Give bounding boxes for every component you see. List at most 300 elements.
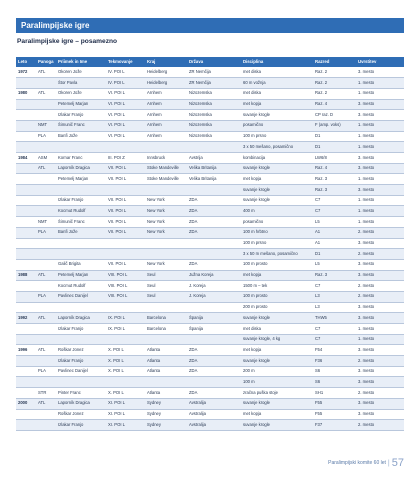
table-cell: New York [145,195,187,206]
table-cell: IX. POI L [106,313,145,324]
table-cell: suvanje krogle [241,110,313,121]
table-cell: 400 m [241,206,313,217]
table-cell: 3. mesto [356,398,404,409]
table-cell: Raz. 2 [313,67,356,78]
table-cell [16,185,36,196]
page-number: 57 [391,457,404,469]
table-cell: ZDA [187,217,241,228]
table-cell: Arnhem [145,131,187,142]
table-cell: 1. mesto [356,78,404,89]
table-header-row [16,57,404,67]
table-cell: L5 [313,217,356,228]
table-cell: ASM [36,153,56,164]
table-cell [56,185,106,196]
table-body [16,67,404,430]
table-cell: Pavlinec Danijel [56,291,106,302]
table-cell: 1988 [16,270,36,281]
table-row [16,366,404,377]
table-cell: ZR Nemčija [187,78,241,89]
table-cell: X. POI L [106,366,145,377]
table-cell: SH1 [313,388,356,399]
table-cell [106,377,145,388]
table-cell: 2000 [16,398,36,409]
table-cell: Izlakar Franjo [56,356,106,367]
table-cell: posamično [241,120,313,131]
table-cell: Izlakar Franjo [56,420,106,431]
column-header: Disciplina [241,57,313,67]
table-cell: Stoke Mandeville [145,174,187,185]
table-cell: A1 [313,227,356,238]
column-header: Leto [16,57,36,67]
table-cell: ATL [36,398,56,409]
table-cell: New York [145,227,187,238]
table-cell: Nizozemska [187,88,241,99]
table-cell: Petemelj Marjan [56,174,106,185]
table-cell: VIII. POI L [106,291,145,302]
table-row [16,313,404,324]
table-cell [36,259,56,270]
table-cell: 2. mesto [356,420,404,431]
table-cell: 3. mesto [356,345,404,356]
table-cell: Roškar Jonez [56,409,106,420]
table-cell: 100 m hrbtno [241,227,313,238]
table-cell: ATL [36,67,56,78]
table-cell: 3. mesto [356,99,404,110]
table-cell: 3 x 50 mešano, posamično [241,142,313,153]
table-row [16,409,404,420]
table-cell: met kopja [241,99,313,110]
table-cell [36,281,56,292]
table-cell: Sydney [145,398,187,409]
table-cell: Štor Pavla [56,78,106,89]
table-cell: VII. POI L [106,206,145,217]
table-cell: C7 [313,334,356,345]
table-cell [36,110,56,121]
table-cell: suvanje krogle, 4 kg [241,334,313,345]
table-cell: Arnhem [145,110,187,121]
table-cell: IX. POI L [106,324,145,335]
table-cell: 100 m prsno [241,131,313,142]
table-cell: Roškar Jonez [56,345,106,356]
table-cell: ZDA [187,356,241,367]
table-cell: 1. mesto [356,195,404,206]
table-cell: Izlakar Franjo [56,110,106,121]
table-cell: Sydney [145,420,187,431]
table-cell: 100 m [241,377,313,388]
table-cell: J. Koreja [187,281,241,292]
table-row [16,99,404,110]
table-cell: 1. mesto [356,174,404,185]
table-cell [16,195,36,206]
table-cell: met kopja [241,270,313,281]
table-cell: THW5 [313,313,356,324]
table-cell [145,185,187,196]
table-cell: X. POI L [106,388,145,399]
table-cell: 1. mesto [356,334,404,345]
table-cell: ZDA [187,227,241,238]
table-cell: Sydney [145,409,187,420]
table-cell: New York [145,217,187,228]
table-cell: suvanje krogle [241,185,313,196]
table-cell: Atlanta [145,345,187,356]
table-cell: Nizozemska [187,120,241,131]
table-cell: VII. POI L [106,259,145,270]
table-cell [36,206,56,217]
table-cell: Seul [145,270,187,281]
table-cell: suvanje krogle [241,420,313,431]
table-cell: 3. mesto [356,366,404,377]
table-cell: Barcelona [145,313,187,324]
table-cell: IV. POI L [106,78,145,89]
section-subtitle: Paralimpijske igre – posamezno [17,38,118,45]
table-cell: VI. POI L [106,120,145,131]
table-cell: 2. mesto [356,281,404,292]
table-cell: X. POI L [106,345,145,356]
table-row [16,334,404,345]
table-cell [106,249,145,260]
table-cell: Raz. 4 [313,99,356,110]
table-cell: ZDA [187,366,241,377]
table-cell [16,356,36,367]
table-cell: 200 m [241,366,313,377]
table-cell: met kopja [241,409,313,420]
table-cell: Kocmut Rudolf [56,206,106,217]
table-cell: 3. mesto [356,409,404,420]
table-cell: Nizozemska [187,131,241,142]
table-cell: ZR Nemčija [187,67,241,78]
table-cell: met diska [241,324,313,335]
table-cell: ATL [36,163,56,174]
table-cell: Nizozemska [187,99,241,110]
table-cell: ATL [36,270,56,281]
table-cell: ATL [36,345,56,356]
table-cell: S6 [313,366,356,377]
table-row [16,120,404,131]
table-cell: 3 x 50 m mešano, posamično [241,249,313,260]
table-row [16,163,404,174]
table-row [16,142,404,153]
page-header-bar [16,18,404,33]
table-cell: Šimunič Franc [56,120,106,131]
table-cell: F (amp. voks) [313,120,356,131]
table-cell: suvanje krogle [241,398,313,409]
table-cell: Okoren Jože [56,67,106,78]
table-row [16,88,404,99]
table-cell: 3. mesto [356,302,404,313]
table-cell [36,195,56,206]
table-cell: met diska [241,67,313,78]
table-cell: Avstrija [187,153,241,164]
table-cell: Petemelj Marjan [56,99,106,110]
table-cell: 1984 [16,153,36,164]
table-cell: New York [145,206,187,217]
table-cell [56,249,106,260]
table-cell [36,377,56,388]
table-cell [187,302,241,313]
table-row [16,153,404,164]
table-cell: Stoke Mandeville [145,163,187,174]
table-cell [16,281,36,292]
table-cell [36,99,56,110]
table-cell [16,206,36,217]
table-cell [145,249,187,260]
table-cell: Seul [145,281,187,292]
table-cell: 60 m vožnja [241,78,313,89]
table-cell: Pinter Franc [56,388,106,399]
table-cell: Heidelberg [145,67,187,78]
table-cell: III. POI Z [106,153,145,164]
table-cell: Šimunič Franc [56,217,106,228]
table-cell [187,249,241,260]
table-row [16,227,404,238]
table-cell: Atlanta [145,356,187,367]
column-header: Razred [313,57,356,67]
table-cell: 1. mesto [356,217,404,228]
table-cell: XI. POI L [106,409,145,420]
table-row [16,302,404,313]
table-cell: 2. mesto [356,291,404,302]
table-cell: Banfi Jože [56,131,106,142]
table-cell: LW6/8 [313,153,356,164]
table-cell: Laporník Dragica [56,163,106,174]
table-row [16,238,404,249]
table-cell: Avstralija [187,420,241,431]
table-cell: F37 [313,420,356,431]
table-cell: VII. POI L [106,227,145,238]
table-cell: Banfi Jože [56,227,106,238]
table-cell [145,238,187,249]
table-cell: Avstralija [187,409,241,420]
table-cell: ATL [36,313,56,324]
table-cell: Raz. 2 [313,78,356,89]
table-cell: ZDA [187,345,241,356]
table-cell: VI. POI L [106,110,145,121]
table-row [16,281,404,292]
table-cell: Velika Britanija [187,174,241,185]
table-cell: Raz. 3 [313,270,356,281]
table-cell: 1980 [16,88,36,99]
table-row [16,420,404,431]
table-cell: VI. POI L [106,88,145,99]
table-cell: VII. POI L [106,217,145,228]
table-cell [36,356,56,367]
table-cell: IV. POI L [106,67,145,78]
table-cell: Južna Koreja [187,270,241,281]
table-cell [16,291,36,302]
table-cell: PLA [36,131,56,142]
table-row [16,377,404,388]
table-cell: 3. mesto [356,270,404,281]
table-cell [16,420,36,431]
table-cell [16,302,36,313]
footer-text: Paralimpijski komite 60 let [328,460,386,466]
table-cell [36,324,56,335]
table-cell [16,163,36,174]
table-cell [145,377,187,388]
table-cell [36,420,56,431]
table-cell: 1. mesto [356,324,404,335]
table-cell: Velika Britanija [187,163,241,174]
table-cell: Innsbruck [145,153,187,164]
table-cell: 1. mesto [356,88,404,99]
table-row [16,324,404,335]
table-cell [16,174,36,185]
table-cell: L5 [313,259,356,270]
table-cell: 1. mesto [356,206,404,217]
table-cell: 3. mesto [356,259,404,270]
table-cell: S6 [313,377,356,388]
table-cell [36,185,56,196]
table-cell [16,227,36,238]
table-cell: Kornar Franc [56,153,106,164]
table-cell: D1 [313,131,356,142]
table-cell [16,99,36,110]
table-cell [36,409,56,420]
table-row [16,398,404,409]
table-cell: F36 [313,356,356,367]
table-cell: Okoren Jože [56,88,106,99]
table-cell [106,142,145,153]
table-cell [187,142,241,153]
table-cell: XI. POI L [106,398,145,409]
column-header: Država [187,57,241,67]
table-cell: 1. mesto [356,120,404,131]
table-cell: 3. mesto [356,185,404,196]
table-cell: 2. mesto [356,388,404,399]
table-cell: 3. mesto [356,377,404,388]
table-row [16,291,404,302]
table-cell: VII. POI L [106,174,145,185]
table-cell: XI. POI L [106,420,145,431]
table-row [16,356,404,367]
table-cell [16,259,36,270]
table-cell: Heidelberg [145,78,187,89]
table-cell: Laporník Dragica [56,313,106,324]
page-footer [328,457,404,469]
table-cell: met kopja [241,345,313,356]
table-cell: Atlanta [145,366,187,377]
table-cell [145,302,187,313]
table-cell [16,78,36,89]
table-cell [36,142,56,153]
table-cell [145,142,187,153]
table-cell: 1992 [16,313,36,324]
column-header: Uvrstitev [356,57,404,67]
table-row [16,345,404,356]
table-cell: posamično [241,217,313,228]
table-cell: NMT [36,217,56,228]
table-cell: Seul [145,291,187,302]
table-cell: Kocmut Rudolf [56,281,106,292]
table-cell: Galič Brigita [56,259,106,270]
table-cell: Španija [187,313,241,324]
table-cell [187,377,241,388]
table-cell: 100 m prosto [241,291,313,302]
table-cell: F54 [313,345,356,356]
table-cell: 2. mesto [356,227,404,238]
table-cell: 3. mesto [356,313,404,324]
table-cell [16,324,36,335]
table-row [16,67,404,78]
table-cell: Pavlinec Danijel [56,366,106,377]
table-cell: 3. mesto [356,153,404,164]
table-cell: VIII. POI L [106,270,145,281]
table-cell: 100 m prsno [241,238,313,249]
table-cell [56,142,106,153]
table-cell: ATL [36,88,56,99]
column-header: Kraj [145,57,187,67]
table-cell: CP raz. D [313,110,356,121]
table-cell: Raz. 3 [313,185,356,196]
table-row [16,78,404,89]
table-cell [56,302,106,313]
table-cell: PLA [36,227,56,238]
table-cell: Laporník Dragica [56,398,106,409]
table-cell: Avstralija [187,398,241,409]
table-cell: Španija [187,324,241,335]
table-cell: D1 [313,142,356,153]
table-cell: C7 [313,195,356,206]
table-cell: 1. mesto [356,142,404,153]
table-cell [16,131,36,142]
table-cell [16,388,36,399]
table-cell [36,238,56,249]
table-cell [16,366,36,377]
table-cell: L3 [313,302,356,313]
table-cell [145,334,187,345]
column-header: Priimek in Ime [56,57,106,67]
table-cell: Raz. 4 [313,163,356,174]
table-row [16,270,404,281]
table-cell: 1500 m – tek [241,281,313,292]
column-header: Tekmovanje [106,57,145,67]
table-cell: suvanje krogle [241,195,313,206]
table-cell: Nizozemska [187,110,241,121]
table-row [16,259,404,270]
table-cell [187,185,241,196]
table-cell: J. Koreja [187,291,241,302]
table-cell: X. POI L [106,356,145,367]
table-cell: met diska [241,88,313,99]
table-cell [106,185,145,196]
table-cell: Arnhem [145,120,187,131]
table-cell [106,334,145,345]
table-cell: suvanje krogle [241,356,313,367]
table-cell: ZDA [187,388,241,399]
table-cell: 3. mesto [356,163,404,174]
table-cell [16,409,36,420]
table-cell [16,334,36,345]
table-cell: zračna puška stoje [241,388,313,399]
table-cell: 3. mesto [356,67,404,78]
table-cell: Barcelona [145,324,187,335]
table-cell: 200 m prosto [241,302,313,313]
table-row [16,195,404,206]
table-cell: NMT [36,120,56,131]
table-cell: Raz. 3 [313,174,356,185]
table-cell: 3. mesto [356,110,404,121]
column-header: Panoga [36,57,56,67]
table-cell [16,249,36,260]
table-row [16,174,404,185]
table-cell: PLA [36,366,56,377]
table-cell: C7 [313,281,356,292]
table-cell: 2. mesto [356,249,404,260]
table-cell: suvanje krogle [241,163,313,174]
table-cell [106,302,145,313]
table-cell: PLA [36,291,56,302]
table-cell [36,78,56,89]
